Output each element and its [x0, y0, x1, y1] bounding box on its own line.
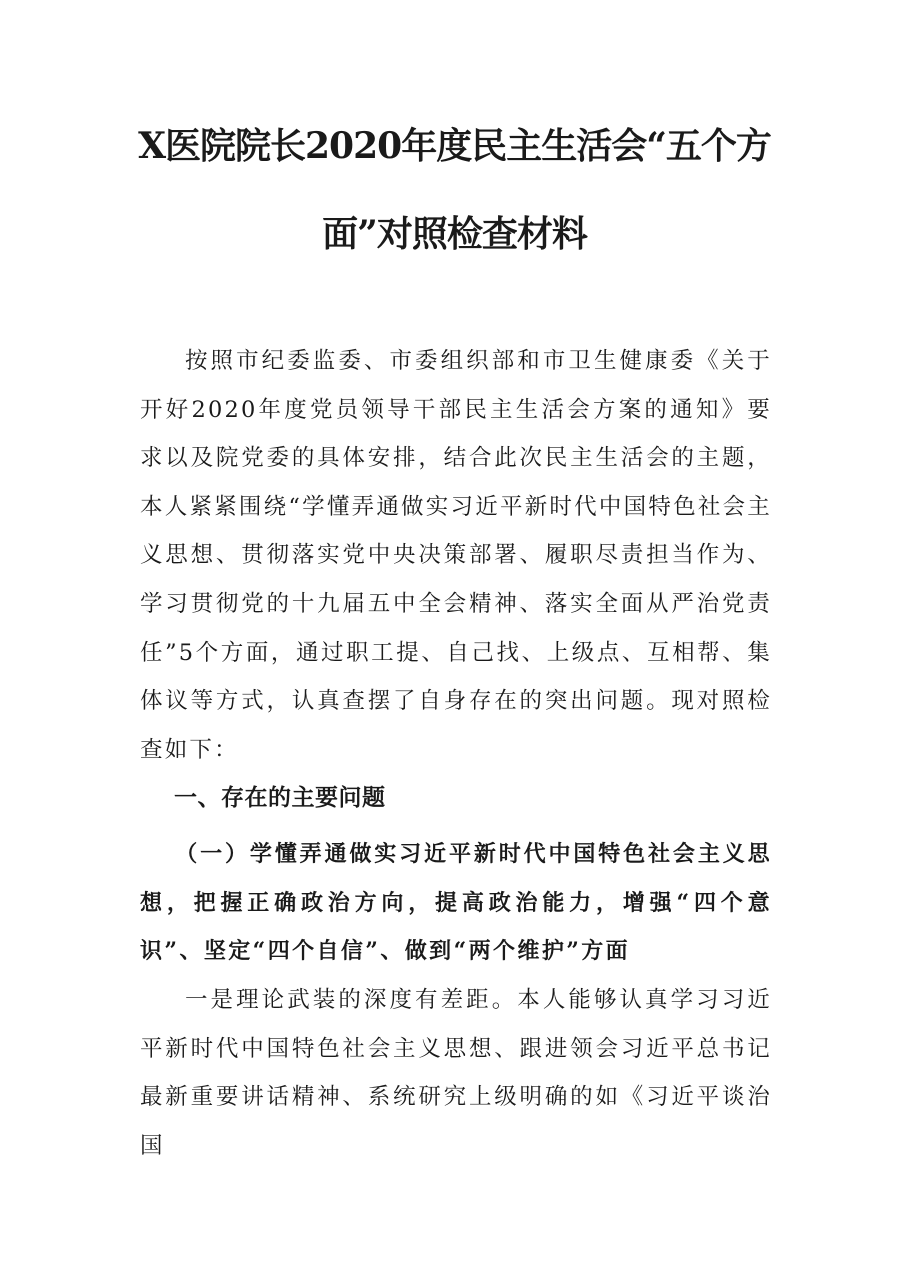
- subsection-heading-1: （一）学懂弄通做实习近平新时代中国特色社会主义思想，把握正确政治方向，提高政治能力，增强“四个意识”、坚定“四个自信”、做到“两个维护”方面: [140, 841, 772, 964]
- body-paragraph-theory: 一是理论武装的深度有差距。本人能够认真学习习近平新时代中国特色社会主义思想、跟进领会习近平总书记最新重要讲话精神、系统研究上级明确的如《习近平谈治国: [140, 987, 772, 1159]
- document-title-line-1: X医院院长2020年度民主生活会“五个方: [138, 125, 771, 167]
- intro-paragraph: 按照市纪委监委、市委组织部和市卫生健康委《关于开好2020年度党员领导干部民主生活会方案的通知》要求以及院党委的具体安排，结合此次民主生活会的主题，本人紧紧围绕“学懂弄通做实习近平新时代中国特色社会主义思想、贯彻落实党中央决策部署、履职尽责担当作为、学习贯彻党的十九届五中全会精神、落实全面从严治党责任”5个方面，通过职工提、自己找、上级点、互相帮、集体议等方式，认真查摆了自身存在的突出问题。现对照检查如下：: [140, 348, 772, 763]
- document-title-line-2: 面”对照检查材料: [322, 213, 587, 255]
- section-heading-main-problems: 一、存在的主要问题: [174, 785, 386, 811]
